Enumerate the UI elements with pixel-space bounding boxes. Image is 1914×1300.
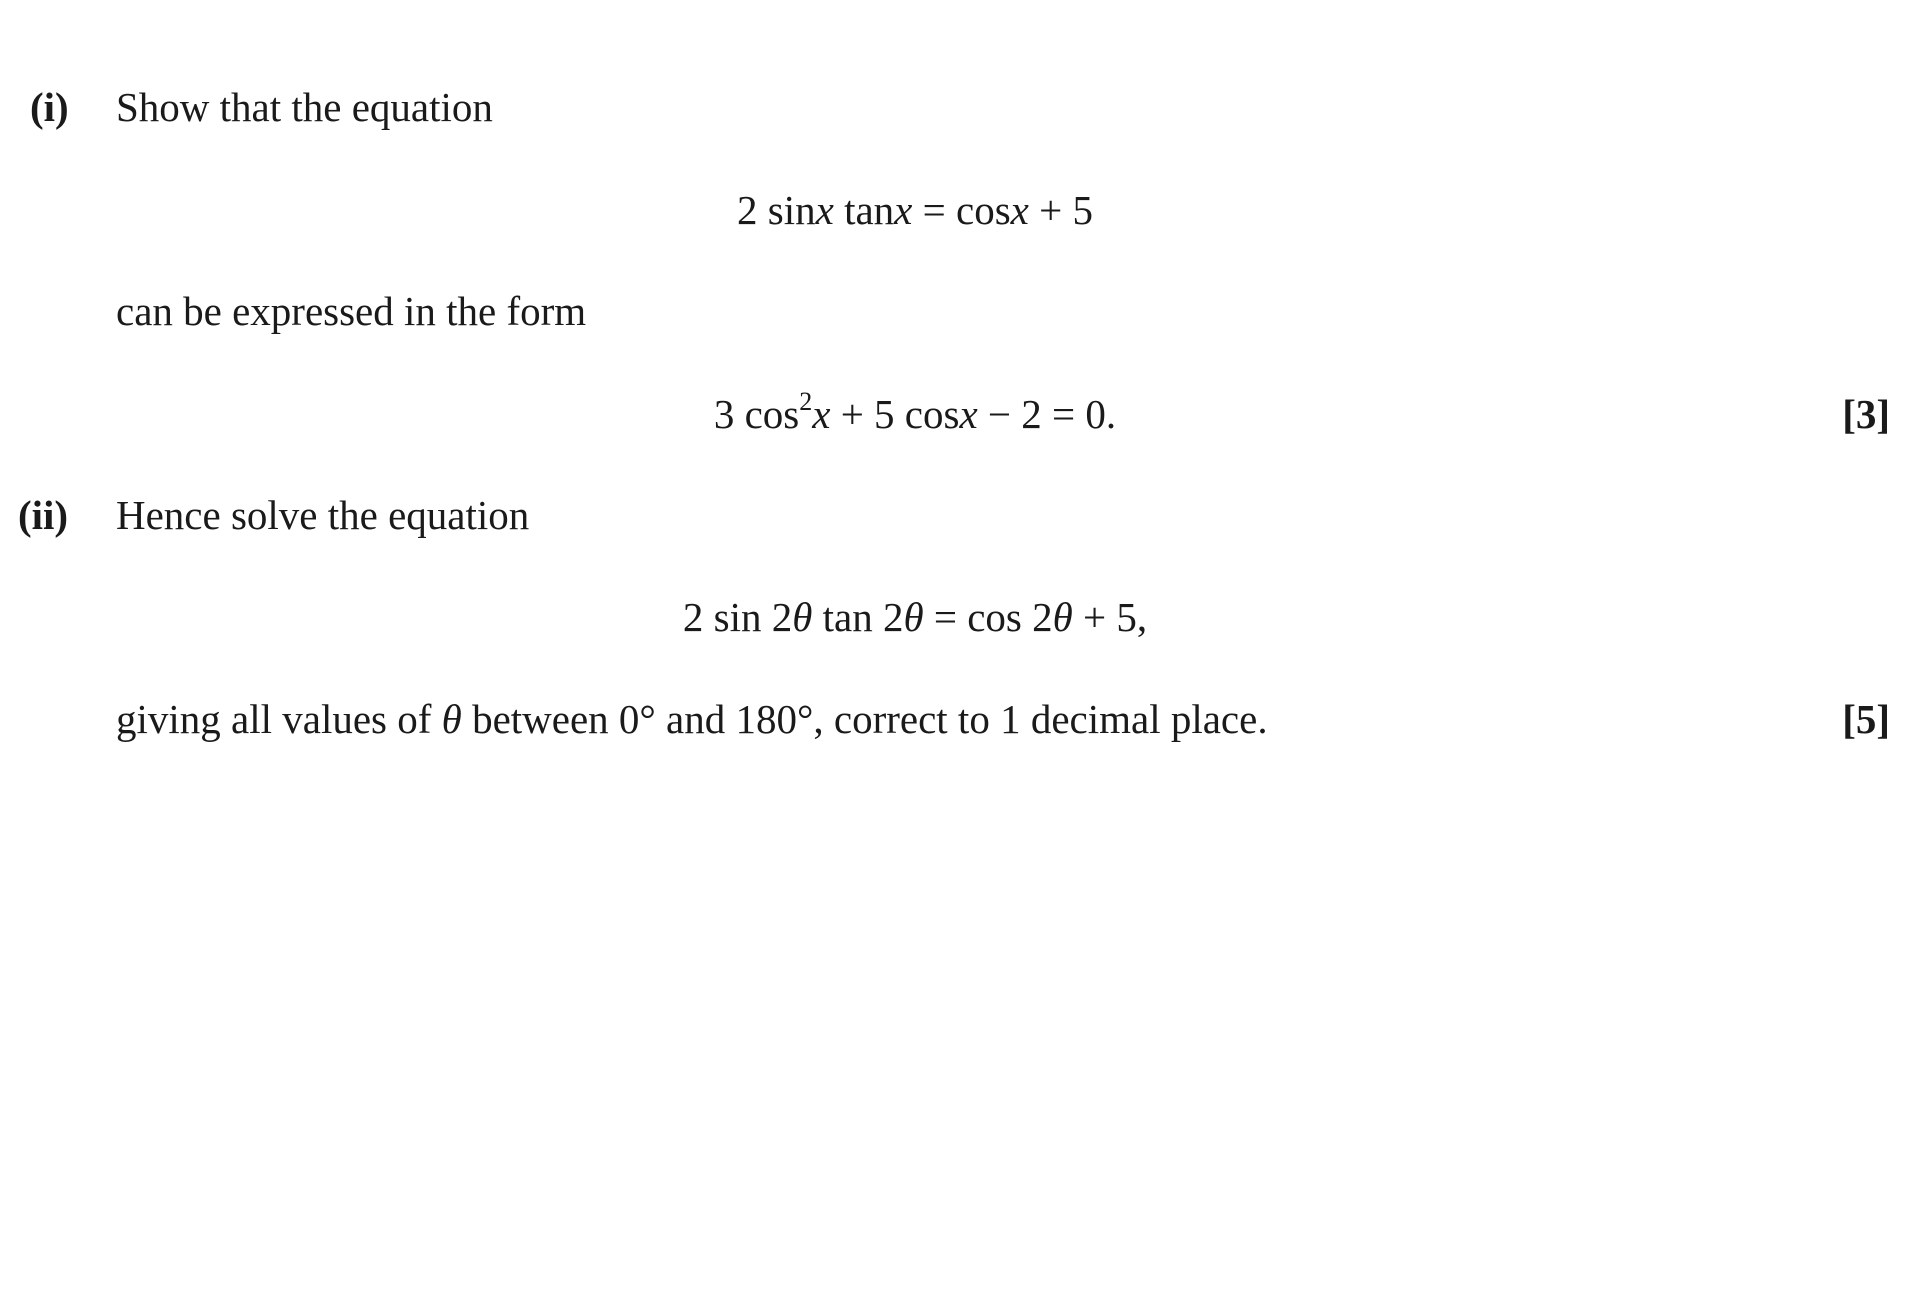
part-i-form-text: can be expressed in the form [116,288,587,334]
part-ii-condition-text [116,694,1268,744]
equation-1 [0,185,1830,235]
equation-3-part-a: 2 sin 2 [682,594,793,640]
equation-3-part-g: + 5, [1072,594,1148,640]
equation-3 [0,592,1830,642]
condition-text-start: giving all values of [116,696,442,742]
equation-1-var-1: x [815,187,834,233]
equation-1-var-2: x [894,187,913,233]
equation-2-part-a: 3 cos [713,391,800,437]
equation-2-part-c: + 5 cos [830,391,960,437]
part-ii-label: (ii) [18,492,69,538]
equation-1-var-3: x [1010,187,1029,233]
part-ii-marks: [5] [1842,696,1890,742]
equation-3-theta-2: θ [903,594,924,640]
equation-2-var-2: x [959,391,978,437]
part-i-instruction: Show that the equation [116,84,493,130]
condition-text-end: between 0° and 180°, correct to 1 decimal place. [461,696,1268,742]
equation-2-exponent: 2 [799,387,813,416]
part-i-marks: [3] [1842,391,1890,437]
equation-2-part-e: − 2 = 0. [977,391,1117,437]
part-ii-instruction: Hence solve the equation [116,492,530,538]
equation-3-part-c: tan 2 [812,594,904,640]
equation-3-theta-1: θ [792,594,813,640]
equation-1-part-a: 2 sin [737,187,816,233]
equation-1-part-g: + 5 [1028,187,1093,233]
part-i-label: (i) [30,84,69,130]
equation-3-part-e: = cos 2 [923,594,1053,640]
equation-1-part-c: tan [833,187,895,233]
equation-2-var-1: x [812,391,831,437]
condition-theta: θ [441,696,462,742]
equation-1-part-e: = cos [912,187,1011,233]
equation-2 [0,389,1830,439]
equation-3-theta-3: θ [1052,594,1073,640]
